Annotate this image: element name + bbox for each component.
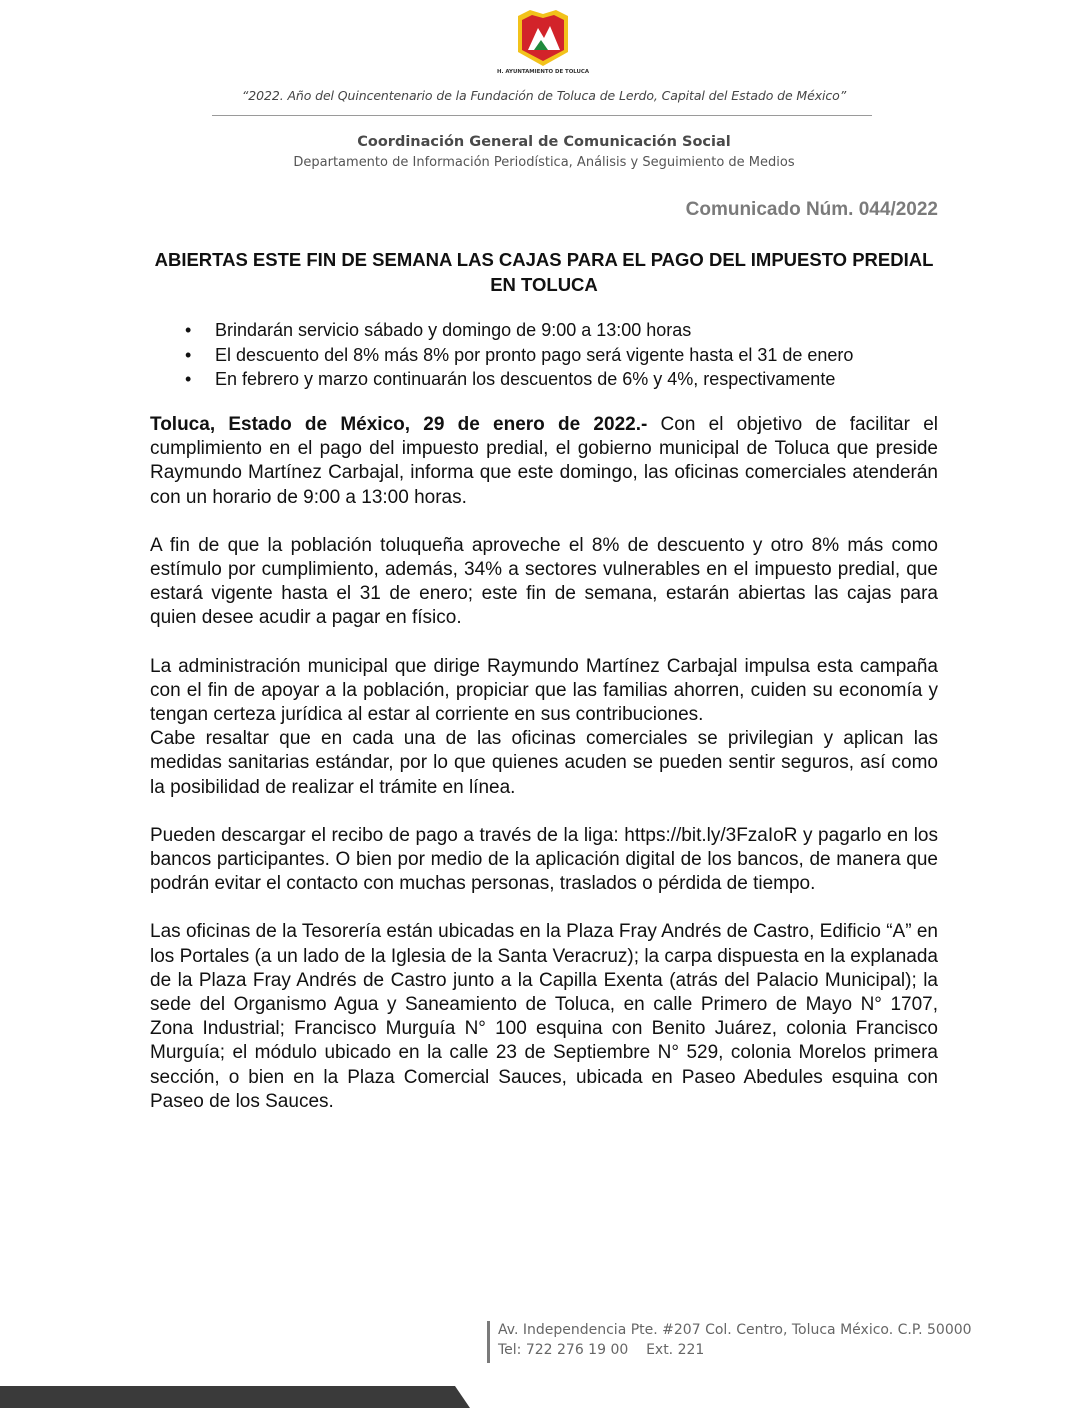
paragraph-5: Pueden descargar el recibo de pago a través de la liga: https://bit.ly/3FzaIoR y pagarlo en los bancos participantes. O bien por medio de la aplicación digital de los bancos, de manera que podrán evitar el contacto con muchas personas, traslados o pérdida de tiempo. [150,824,938,895]
highlights-list [150,318,938,392]
department-subtitle: Departamento de Información Periodística, Análisis y Seguimiento de Medios [293,155,795,170]
footer-band [0,1386,1088,1408]
highlight-item: • Brindarán servicio sábado y domingo de 9:00 a 13:00 horas [150,318,938,343]
press-release-body [150,413,938,1114]
footer-band-shape [0,1386,470,1408]
header-divider [212,115,872,116]
paragraph-1 [150,413,938,510]
footer-phone: Tel: 722 276 19 00 Ext. 221 [498,1342,705,1358]
dateline: Toluca, Estado de México, 29 de enero de 2022.- [150,414,648,435]
paragraph-1-text: Con el objetivo de facilitar el cumplimiento en el pago del impuesto predial, el gobierno municipal de Toluca que preside Raymundo Martínez Carbajal, informa que este domingo, las oficinas comerciales atenderán con un horario de 9:00 a 13:00 horas. [150,414,938,508]
year-slogan: “2022. Año del Quincentenario de la Fundación de Toluca de Lerdo, Capital del Estado de México” [241,88,847,103]
paragraph-6: Las oficinas de la Tesorería están ubicadas en la Plaza Fray Andrés de Castro, Edificio “A” en los Portales (a un lado de la Iglesia de la Santa Veracruz); la carpa dispuesta en la explanada de la Plaza Fray Andrés de Castro junto a la Capilla Exenta (atrás del Palacio Municipal); la sede del Organismo Agua y Saneamiento de Toluca, en calle Primero de Mayo N° 1707, Zona Industrial; Francisco Murguía N° 100 esquina con Benito Juárez, colonia Francisco Murguía; el módulo ubicado en la calle 23 de Septiembre N° 529, colonia Morelos primera sección, o bien en la Plaza Comercial Sauces, ubicada en Paseo Abedules esquina con Paseo de los Sauces. [150,921,938,1112]
highlight-item: • El descuento del 8% más 8% por pronto pago será vigente hasta el 31 de enero [150,343,938,368]
release-number: Comunicado Núm. 044/2022 [685,199,938,220]
footer-address: Av. Independencia Pte. #207 Col. Centro, Toluca México. C.P. 50000 [498,1322,972,1338]
toluca-logo [496,6,590,82]
logo-caption: H. AYUNTAMIENTO DE TOLUCA [496,69,590,75]
headline: ABIERTAS ESTE FIN DE SEMANA LAS CAJAS PARA EL PAGO DEL IMPUESTO PREDIAL EN TOLUCA [154,249,934,295]
paragraph-3: La administración municipal que dirige Raymundo Martínez Carbajal impulsa esta campaña con el fin de apoyar a la población, propiciar que las familias ahorren, cuiden su economía y tengan certeza jurídica al estar al corriente en sus contribuciones. [150,655,938,726]
highlight-item: • En febrero y marzo continuarán los descuentos de 6% y 4%, respectivamente [150,367,938,392]
department-title: Coordinación General de Comunicación Social [357,134,731,150]
paragraph-2: A fin de que la población toluqueña aproveche el 8% de descuento y otro 8% más como estímulo por cumplimiento, además, 34% a sectores vulnerables en el impuesto predial, que estará vigente hasta el 31 de enero; este fin de semana, estarán abiertas las cajas para quien desee acudir a pagar en físico. [150,534,938,629]
footer-divider [487,1321,490,1363]
paragraph-4: Cabe resaltar que en cada una de las oficinas comerciales se privilegian y aplican las medidas sanitarias estándar, por lo que quienes acuden se pueden sentir seguros, así como la posibilidad de realizar el trámite en línea. [150,728,938,798]
